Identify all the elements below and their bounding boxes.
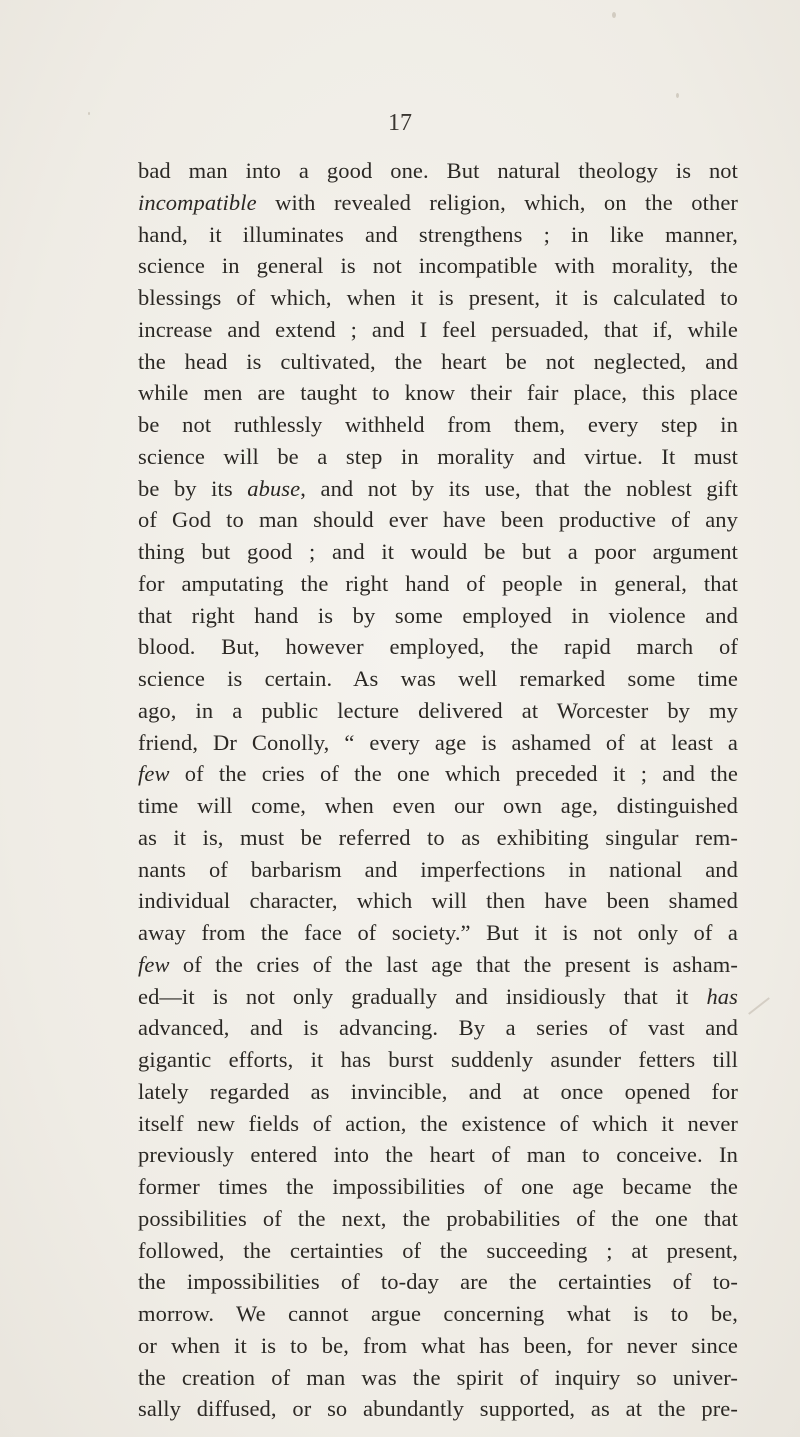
text-line	[138, 790, 738, 822]
text-line	[138, 1076, 738, 1108]
text-segment: be not ruthlessly withheld from them, every step in	[138, 412, 738, 437]
text-line	[138, 1393, 738, 1425]
text-line	[138, 536, 738, 568]
text-line	[138, 631, 738, 663]
text-segment: science is certain. As was well remarked some time	[138, 666, 738, 691]
text-segment: be by its	[138, 475, 248, 501]
italic-text: incompatible	[138, 189, 257, 215]
text-segment: followed, the certainties of the succeeding ; at present,	[138, 1237, 738, 1263]
text-line	[138, 314, 738, 346]
text-line	[138, 155, 738, 187]
text-segment: itself new fields of action, the existence of which it never	[138, 1110, 738, 1136]
text-line	[138, 441, 738, 473]
text-line	[138, 981, 738, 1013]
text-segment: possibilities of the next, the probabilities of the one that	[138, 1205, 738, 1231]
text-segment: with revealed religion, which, on the other	[256, 189, 738, 215]
italic-text: few	[138, 761, 170, 787]
text-line	[138, 282, 738, 314]
paper-speck	[88, 112, 90, 115]
text-line	[138, 1298, 738, 1330]
text-segment: hand, it illuminates and strengthens ; in like manner,	[138, 221, 738, 247]
text-segment: science in general is not incompatible with morality, the	[138, 253, 738, 279]
text-line	[138, 600, 738, 632]
text-segment: former times the impossibilities of one age became the	[138, 1174, 738, 1199]
text-segment: the head is cultivated, the heart be not neglected, and	[138, 348, 738, 374]
text-segment: of God to man should ever have been productive of any	[138, 507, 738, 533]
text-segment: the impossibilities of to-day are the certainties of to-	[138, 1269, 738, 1295]
text-line	[138, 663, 738, 695]
text-segment: individual character, which will then have been shamed	[138, 888, 738, 914]
text-segment: away from the face of society.” But it is not only of a	[138, 920, 738, 945]
text-segment: blood. But, however employed, the rapid march of	[138, 634, 738, 660]
text-segment: the creation of man was the spirit of inquiry so univer-	[138, 1364, 738, 1390]
text-segment: that right hand is by some employed in violence and	[138, 602, 738, 628]
text-line	[138, 949, 738, 981]
text-segment: ed—it is not only gradually and insidiously that it	[138, 983, 707, 1009]
text-line	[138, 346, 738, 378]
text-segment: thing but good ; and it would be but a poor argument	[138, 539, 738, 564]
text-line	[138, 568, 738, 600]
italic-text: abuse	[247, 475, 301, 501]
page-number: 17	[388, 110, 412, 136]
text-line	[138, 822, 738, 854]
text-segment: for amputating the right hand of people in general, that	[138, 570, 738, 596]
text-line	[138, 219, 738, 251]
italic-text: has	[706, 983, 738, 1009]
text-segment: friend, Dr Conolly, “ every age is ashamed of at least a	[138, 729, 738, 755]
text-segment: blessings of which, when it is present, it is calculated to	[138, 285, 738, 310]
text-line	[138, 1203, 738, 1235]
body-text	[138, 155, 738, 1425]
text-segment: previously entered into the heart of man to conceive. In	[138, 1142, 738, 1168]
text-segment: morrow. We cannot argue concerning what is to be,	[138, 1301, 738, 1326]
text-line	[138, 695, 738, 727]
text-line	[138, 917, 738, 949]
text-line	[138, 1330, 738, 1362]
text-segment: ago, in a public lecture delivered at Worcester by my	[138, 697, 738, 723]
text-segment: of the cries of the last age that the present is asham-	[169, 951, 738, 977]
paper-speck	[676, 93, 679, 98]
text-line	[138, 1012, 738, 1044]
italic-text: few	[138, 951, 170, 977]
text-line	[138, 1171, 738, 1203]
text-line	[138, 250, 738, 282]
text-segment: or when it is to be, from what has been, for never since	[138, 1332, 738, 1358]
text-segment: as it is, must be referred to as exhibiting singular rem-	[138, 824, 738, 850]
text-segment: bad man into a good one. But natural theology is not	[138, 158, 738, 183]
text-line	[138, 409, 738, 441]
text-segment: while men are taught to know their fair place, this place	[138, 380, 738, 406]
text-line	[138, 1044, 738, 1076]
text-line	[138, 727, 738, 759]
text-line	[138, 885, 738, 917]
text-line	[138, 1235, 738, 1267]
text-line	[138, 854, 738, 886]
text-segment: nants of barbarism and imperfections in national and	[138, 856, 738, 882]
text-segment: science will be a step in morality and virtue. It must	[138, 443, 738, 469]
text-line	[138, 1139, 738, 1171]
text-line	[138, 758, 738, 790]
text-line	[138, 1108, 738, 1140]
text-line	[138, 473, 738, 505]
text-segment: advanced, and is advancing. By a series of vast and	[138, 1015, 738, 1041]
text-segment: gigantic efforts, it has burst suddenly asunder fetters till	[138, 1047, 738, 1072]
text-line	[138, 504, 738, 536]
text-line	[138, 1362, 738, 1394]
text-line	[138, 377, 738, 409]
text-segment: , and not by its use, that the noblest gift	[300, 475, 738, 501]
text-segment: time will come, when even our own age, distinguished	[138, 793, 738, 818]
text-segment: of the cries of the one which preceded it ; and the	[169, 761, 738, 787]
margin-pencil-mark	[748, 997, 770, 1015]
text-line	[138, 187, 738, 219]
text-line	[138, 1266, 738, 1298]
paper-speck	[612, 12, 616, 18]
text-segment: lately regarded as invincible, and at once opened for	[138, 1078, 738, 1104]
text-segment: increase and extend ; and I feel persuaded, that if, while	[138, 316, 738, 342]
text-segment: sally diffused, or so abundantly supported, as at the pre-	[138, 1396, 738, 1422]
